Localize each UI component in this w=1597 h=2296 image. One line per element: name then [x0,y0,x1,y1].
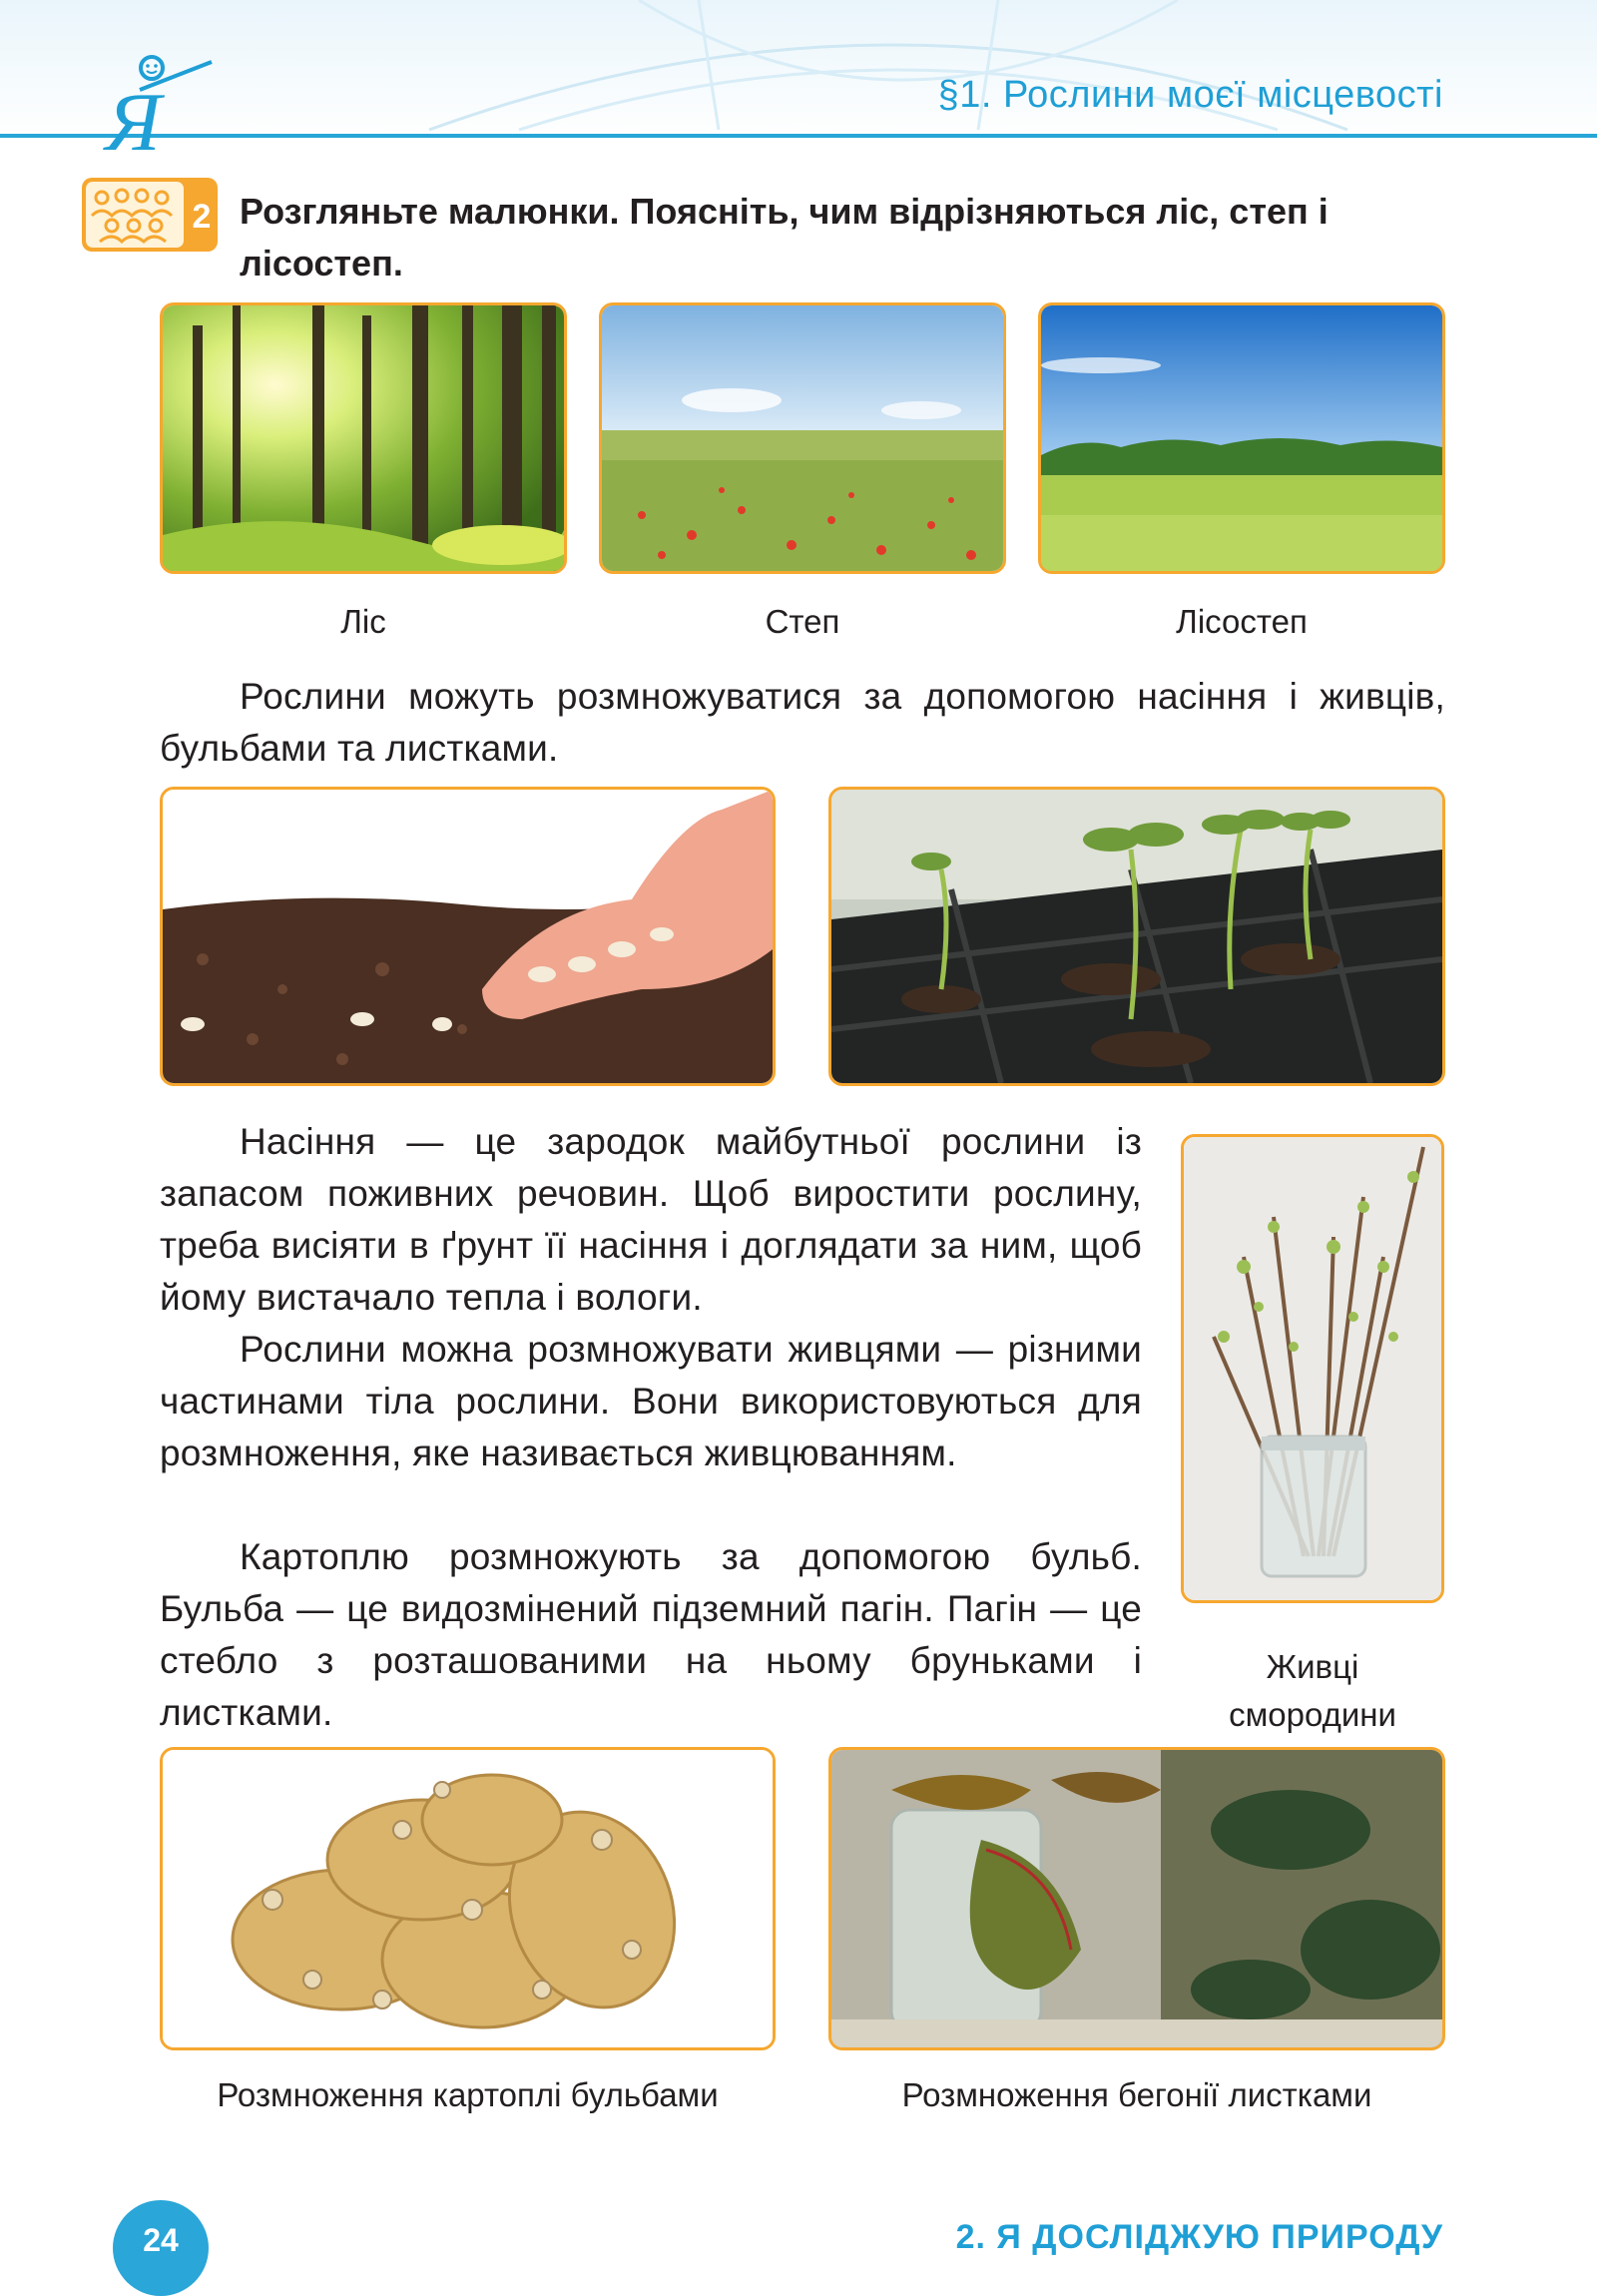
seed-paragraph: Насіння — це зародок майбутньої рослини із запасом поживних речовин. Щоб виростити рослину, треба висіяти в ґрунт її насіння і доглядати за ним, щоб йому вистачало тепла і вологи. [160,1121,1142,1318]
cuttings-paragraph: Рослини можна розмножувати живцями — різними частинами тіла рослини. Вони використовуються для розмноження, яке називається живцюванням. [160,1329,1142,1473]
page-number: 24 [113,2200,209,2296]
section-title: §1. Рослини моєї місцевості [937,74,1443,116]
svg-text:Я: Я [106,76,162,160]
ya-logo [100,50,230,160]
chapter-title: 2. Я ДОСЛІДЖУЮ ПРИРОДУ [955,2218,1443,2256]
begonia-caption: Розмноження бегонії листками [901,2076,1372,2113]
header-band [0,0,1597,140]
seedlings-photo [828,787,1445,1086]
intro-paragraph: Рослини можуть розмножуватися за допомогою насіння і живців, бульбами та листками. [160,676,1445,769]
task-instruction: Розгляньте малюнки. Поясніть, чим відрізняються ліс, степ і лісостеп. [240,191,1329,284]
sowing-seeds-photo [160,787,776,1086]
begonia-leaves-photo [828,1747,1445,2050]
group-work-icon [80,176,220,254]
header-globe-lines [0,0,1597,140]
currant-cuttings-photo [1181,1134,1444,1603]
potato-caption: Розмноження картоплі бульбами [217,2076,719,2113]
cuttings-caption-line1: Живці [1266,1648,1359,1685]
steppe-photo [599,302,1006,574]
forest-photo [160,302,567,574]
forest-steppe-caption: Лісостеп [1176,603,1308,640]
cuttings-caption [1181,1643,1444,1739]
tuber-paragraph: Картоплю розмножують за допомогою бульб. Бульба — це видозмінений підземний пагін. Пагін — це стебло з розташованими на ньому бруньками і листками. [160,1536,1142,1733]
cuttings-caption-line2: смородини [1229,1696,1396,1733]
steppe-caption: Степ [765,603,840,640]
forest-steppe-photo [1038,302,1445,574]
forest-caption: Ліс [340,603,386,640]
header-rule [0,134,1597,138]
potato-tubers-photo [160,1747,776,2050]
svg-text:2: 2 [192,198,212,236]
